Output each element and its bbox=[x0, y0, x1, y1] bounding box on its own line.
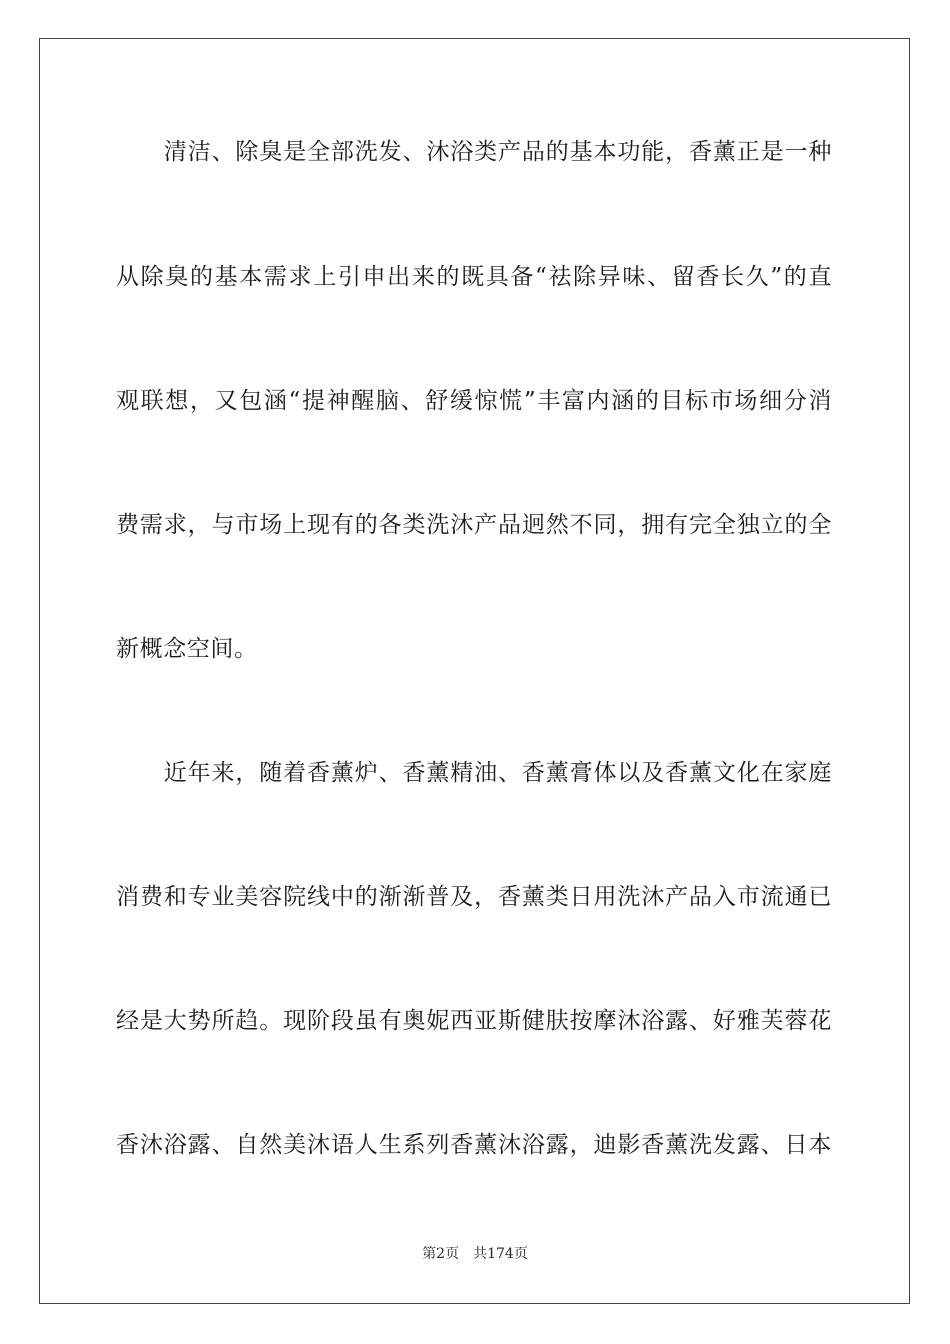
paragraph-line: 香沐浴露、自然美沐语人生系列香薰沐浴露，迪影香薰洗发露、日本 bbox=[116, 1132, 832, 1158]
page-number: 第2页 bbox=[422, 1246, 460, 1262]
paragraph-line: 从除臭的基本需求上引申出来的既具备“祛除异味、留香长久”的直 bbox=[116, 264, 832, 290]
paragraph-line: 清洁、除臭是全部洗发、沐浴类产品的基本功能，香薰正是一种 bbox=[116, 139, 832, 165]
page-total: 共174页 bbox=[473, 1246, 528, 1262]
paragraph-line: 新概念空间。 bbox=[116, 636, 258, 662]
paragraph-line: 近年来，随着香薰炉、香薰精油、香薰膏体以及香薰文化在家庭 bbox=[116, 760, 832, 786]
paragraph-line: 费需求，与市场上现有的各类洗沐产品迥然不同，拥有完全独立的全 bbox=[116, 512, 832, 538]
paragraph-line: 经是大势所趋。现阶段虽有奥妮西亚斯健肤按摩沐浴露、好雅芙蓉花 bbox=[116, 1008, 832, 1034]
paragraph-line: 消费和专业美容院线中的渐渐普及，香薰类日用洗沐产品入市流通已 bbox=[116, 884, 832, 910]
page-border bbox=[39, 38, 910, 1304]
page-footer bbox=[0, 1245, 950, 1263]
paragraph-line: 观联想，又包涵“提神醒脑、舒缓惊慌”丰富内涵的目标市场细分消 bbox=[116, 388, 832, 414]
